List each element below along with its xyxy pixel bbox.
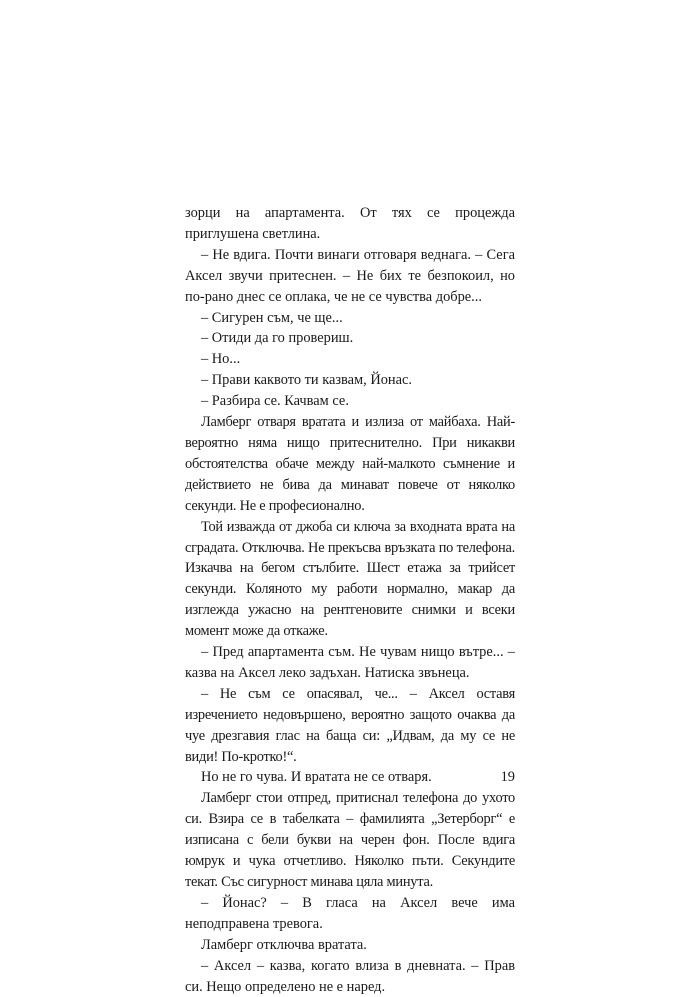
paragraph: Ламберг стои отпред, притиснал телефона до ухото си. Взира се в табелката – фамилията „Зетерборг“ е изписана с бели букви на черен фон. После вдига юмрук и чука отчетливо. Няколко пъти. Секундите текат. Със сигурност минава цяла минута. (185, 790, 515, 890)
paragraph: зорци на апартамента. От тях се процежда приглушена светлина. (185, 205, 515, 242)
body-text (185, 203, 515, 997)
paragraph: – Йонас? – В гласа на Аксел вече има неподправена тревога. (185, 894, 515, 932)
page-number: 19 (500, 769, 515, 785)
paragraph: Но не го чува. И вратата не се отваря. (201, 769, 432, 786)
paragraph: – Прави каквото ти казвам, Йонас. (201, 372, 412, 389)
paragraph: – Аксел – казва, когато влиза в дневната. – Прав си. Нещо определено не е наред. (185, 957, 515, 995)
paragraph: – Пред апартамента съм. Не чувам нищо вътре... – казва на Аксел леко задъхан. Натиска звънеца. (185, 644, 515, 681)
paragraph: – Отиди да го провериш. (201, 330, 354, 347)
paragraph: Ламберг отваря вратата и излиза от майбаха. Най-вероятно няма нищо притеснително. При никакви обстоятелства обаче между най-малкото съмнение и действието не бива да минават повече от няколко секунди. Не е професионално. (185, 414, 515, 514)
paragraph: – Не вдига. Почти винаги отговаря веднага. – Сега Аксел звучи притеснен. – Не бих те безпокоил, но по-рано днес се оплака, че не се чувства добре... (185, 246, 515, 305)
paragraph: Той изважда от джоба си ключа за входната врата на сградата. Отключва. Не прекъсва връзката по телефона. Изкачва на бегом стълбите. Шест етажа за трийсет секунди. Коляното му работи нормално, макар да изглежда ужасно на рентгеновите снимки и всеки момент може да откаже. (185, 518, 515, 640)
paragraph: Ламберг отключва вратата. (201, 936, 367, 953)
paragraph: – Разбира се. Качвам се. (201, 393, 349, 410)
paragraph: – Но... (201, 351, 241, 368)
paragraph: – Не съм се опасявал, че... – Аксел оставя изречението недовършено, вероятно защото очаква да чуе дрезгавия глас на баща си: „Идвам, да му се не види! По-кротко!“. (185, 685, 515, 765)
paragraph: – Сигурен съм, че ще... (201, 309, 343, 326)
